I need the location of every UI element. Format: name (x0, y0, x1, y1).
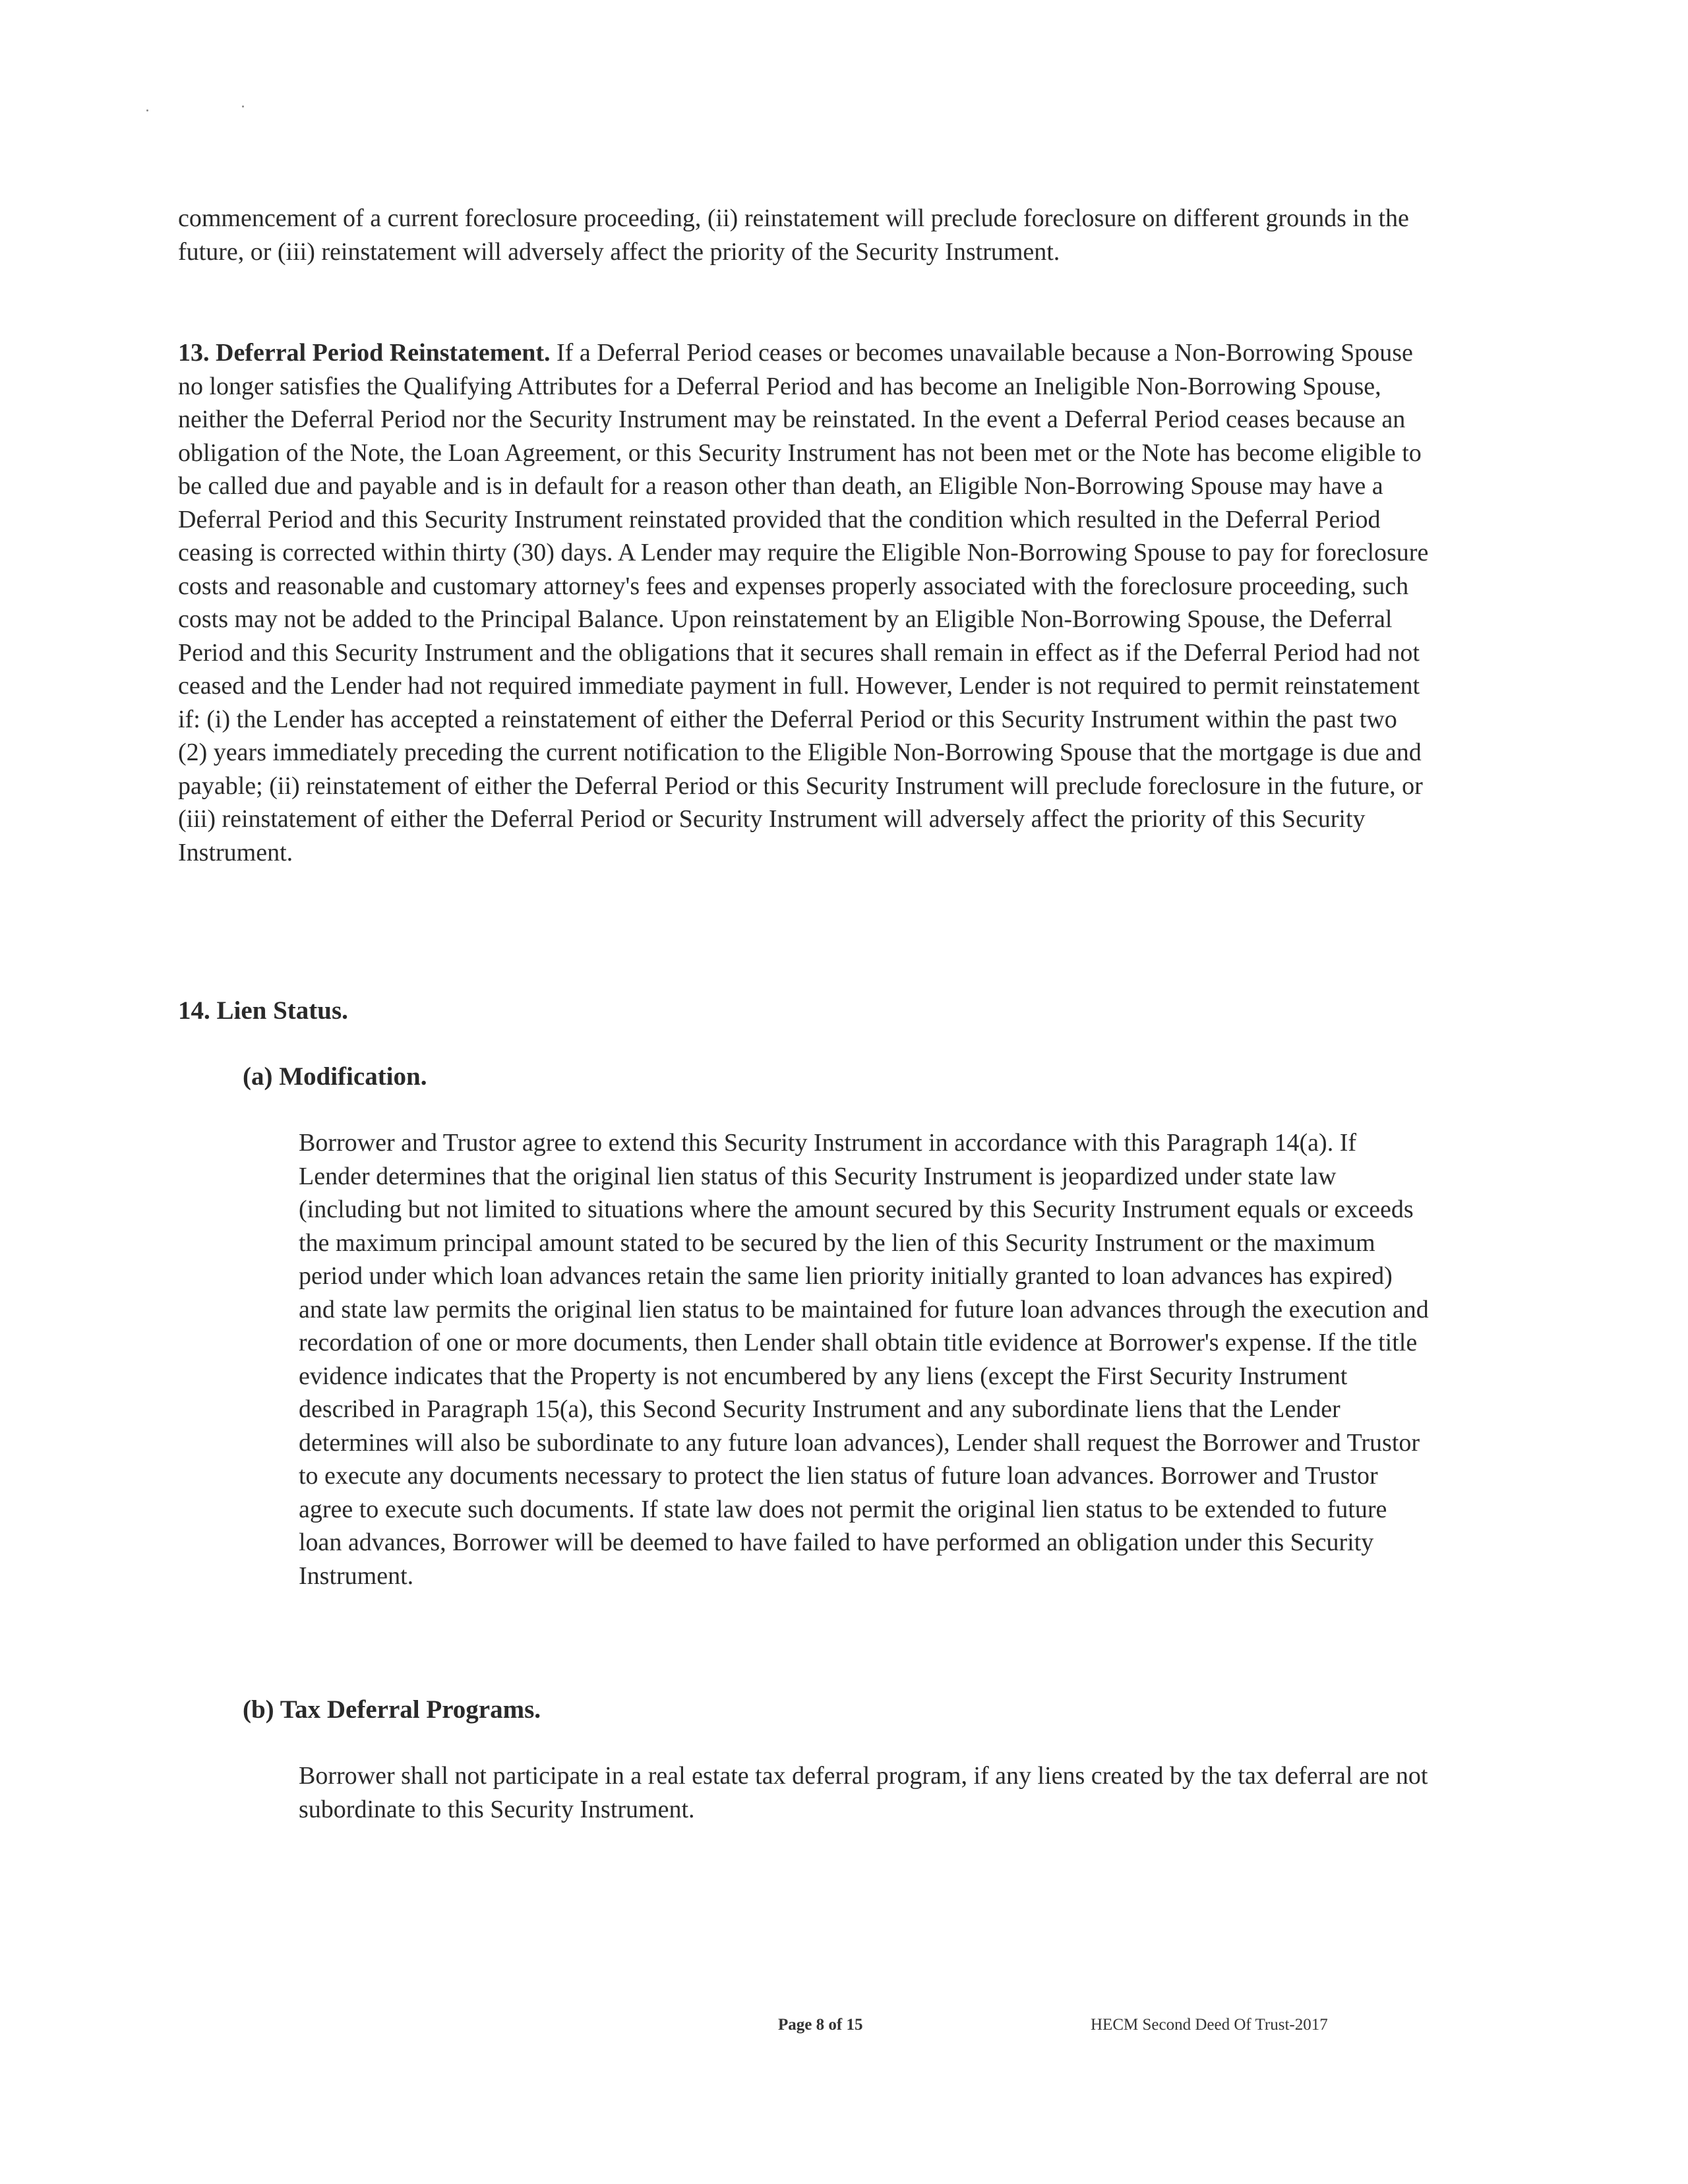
section-13-paragraph (178, 336, 1431, 869)
section-13-heading: 13. Deferral Period Reinstatement. (178, 339, 551, 367)
page-number: Page 8 of 15 (778, 2016, 863, 2034)
subsection-b-heading: (b) Tax Deferral Programs. (243, 1695, 541, 1724)
subsection-a-body: Borrower and Trustor agree to extend this Security Instrument in accordance with this Paragraph 14(a). If Lender determines that the original lien status of this Security Instrument is jeopardized under state law (including but not limited to situations where the amount secured by this Security Instrument equals or exceeds the maximum principal amount stated to be secured by the lien of this Security Instrument or the maximum period under which loan advances retain the same lien priority initially granted to loan advances has expired) and state law permits the original lien status to be maintained for future loan advances through the execution and recordation of one or more documents, then Lender shall obtain title evidence at Borrower's expense. If the title evidence indicates that the Property is not encumbered by any liens (except the First Security Instrument described in Paragraph 15(a), this Second Security Instrument and any subordinate liens that the Lender determines will also be subordinate to any future loan advances), Lender shall request the Borrower and Trustor to execute any documents necessary to protect the lien status of future loan advances. Borrower and Trustor agree to execute such documents. If state law does not permit the original lien status to be extended to future loan advances, Borrower will be deemed to have failed to have performed an obligation under this Security Instrument. (299, 1129, 1429, 1590)
section-13-body: If a Deferral Period ceases or becomes unavailable because a Non-Borrowing Spouse no longer satisfies the Qualifying Attributes for a Deferral Period and has become an Ineligible Non-Borrowing Spouse, neither the Deferral Period nor the Security Instrument may be reinstated. In the event a Deferral Period ceases because an obligation of the Note, the Loan Agreement, or this Security Instrument has not been met or the Note has become eligible to be called due and payable and is in default for a reason other than death, an Eligible Non-Borrowing Spouse may have a Deferral Period and this Security Instrument reinstated provided that the condition which resulted in the Deferral Period ceasing is corrected within thirty (30) days. A Lender may require the Eligible Non-Borrowing Spouse to pay for foreclosure costs and reasonable and customary attorney's fees and expenses properly associated with the foreclosure proceeding, such costs may not be added to the Principal Balance. Upon reinstatement by an Eligible Non-Borrowing Spouse, the Deferral Period and this Security Instrument and the obligations that it secures shall remain in effect as if the Deferral Period had not ceased and the Lender had not required immediate payment in full. However, Lender is not required to permit reinstatement if: (i) the Lender has accepted a reinstatement of either the Deferral Period or this Security Instrument within the past two (2) years immediately preceding the current notification to the Eligible Non-Borrowing Spouse that the mortgage is due and payable; (ii) reinstatement of either the Deferral Period or this Security Instrument will preclude foreclosure in the future, or (iii) reinstatement of either the Deferral Period or Security Instrument will adversely affect the priority of this Security Instrument. (178, 339, 1429, 866)
subsection-a-heading: (a) Modification. (243, 1062, 427, 1091)
document-title-footer: HECM Second Deed Of Trust-2017 (1091, 2016, 1328, 2034)
scan-speck (146, 109, 148, 111)
continuation-paragraph: commencement of a current foreclosure proceeding, (ii) reinstatement will preclude foreclosure on different grounds in the future, or (iii) reinstatement will adversely affect the priority of the Security Instrument. (178, 204, 1409, 266)
subsection-b-body: Borrower shall not participate in a real estate tax deferral program, if any liens created by the tax deferral are not subordinate to this Security Instrument. (299, 1762, 1428, 1823)
section-14-heading: 14. Lien Status. (178, 996, 348, 1025)
scan-speck (242, 106, 244, 107)
